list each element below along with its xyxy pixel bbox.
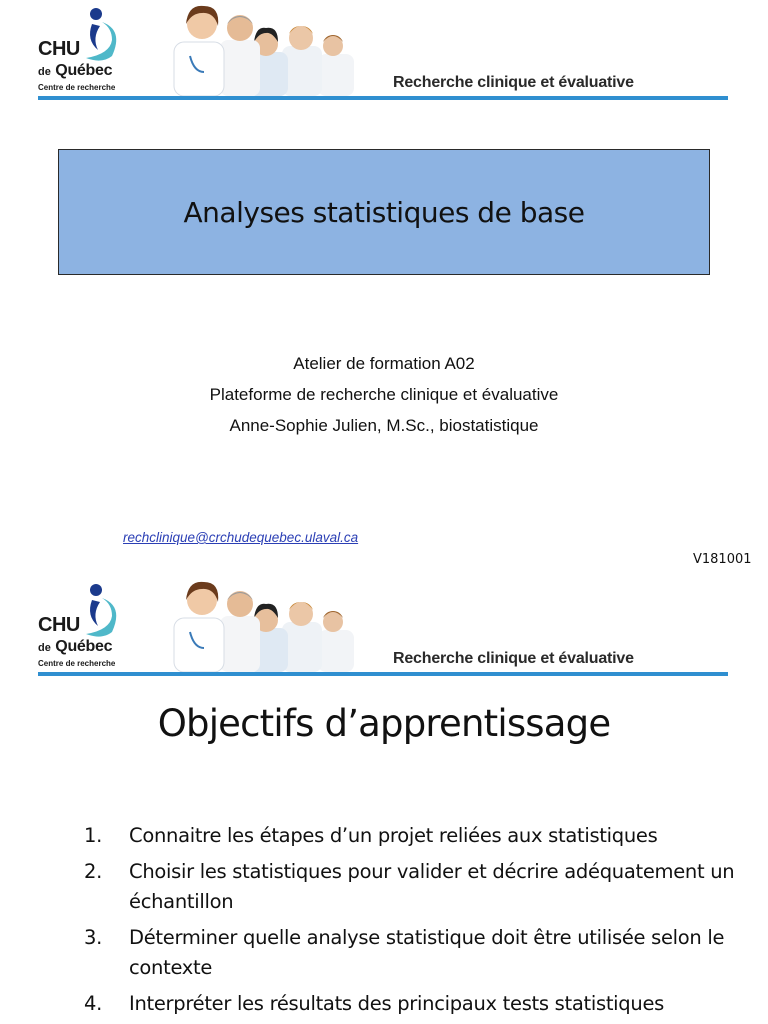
list-item-text: Déterminer quelle analyse statistique doit être utilisée selon le contexte: [129, 926, 725, 979]
logo-de: de: [38, 66, 51, 78]
title-box: [58, 149, 710, 275]
list-item-text: Choisir les statistiques pour valider et décrire adéquatement un échantillon: [129, 860, 735, 913]
chu-logo: [36, 584, 146, 670]
slide-title: Analyses statistiques de base: [183, 195, 585, 229]
list-item: [84, 923, 744, 983]
info-line-workshop: Atelier de formation A02: [293, 354, 475, 373]
list-item-number: 3.: [84, 926, 103, 949]
logo-brand: CHU: [38, 38, 80, 60]
info-line-author: Anne-Sophie Julien, M.Sc., biostatistique: [229, 416, 539, 435]
info-line-platform: Plateforme de recherche clinique et évaluative: [209, 385, 559, 404]
chu-logo-figure-icon: [72, 582, 132, 642]
list-item: [84, 857, 744, 917]
chu-logo-figure-icon: [72, 6, 132, 66]
medical-staff-photo: [160, 578, 360, 672]
logo-city-line: [38, 62, 112, 80]
header-divider: [38, 672, 728, 676]
list-item-number: 4.: [84, 992, 103, 1015]
list-item-text: Interpréter les résultats des principaux tests statistiques: [129, 992, 664, 1015]
logo-de: de: [38, 642, 51, 654]
logo-city: Québec: [55, 62, 113, 79]
logo-city-line: [38, 638, 112, 656]
logo-city: Québec: [55, 638, 113, 655]
header-banner-text: Recherche clinique et évaluative: [393, 650, 634, 667]
contact-email-link[interactable]: rechclinique@crchudequebec.ulaval.ca: [123, 530, 359, 545]
objectives-slide: [0, 576, 768, 1024]
chu-logo: [36, 8, 146, 94]
slide-title: Objectifs d’apprentissage: [157, 702, 611, 745]
header-banner-text: Recherche clinique et évaluative: [393, 74, 634, 91]
list-item: [84, 989, 744, 1019]
list-item-text: Connaitre les étapes d’un projet reliées aux statistiques: [129, 824, 658, 847]
list-item-number: 1.: [84, 824, 103, 847]
logo-subtitle: Centre de recherche: [38, 659, 116, 668]
objectives-list: [84, 821, 744, 1024]
presentation-info: [0, 348, 768, 441]
medical-staff-photo: [160, 2, 360, 96]
header-divider: [38, 96, 728, 100]
slide-header: [0, 0, 768, 104]
slide-header: [0, 576, 768, 680]
logo-brand: CHU: [38, 614, 80, 636]
version-label: V181001: [693, 552, 752, 567]
logo-subtitle: Centre de recherche: [38, 83, 116, 92]
list-item-number: 2.: [84, 860, 103, 883]
list-item: [84, 821, 744, 851]
